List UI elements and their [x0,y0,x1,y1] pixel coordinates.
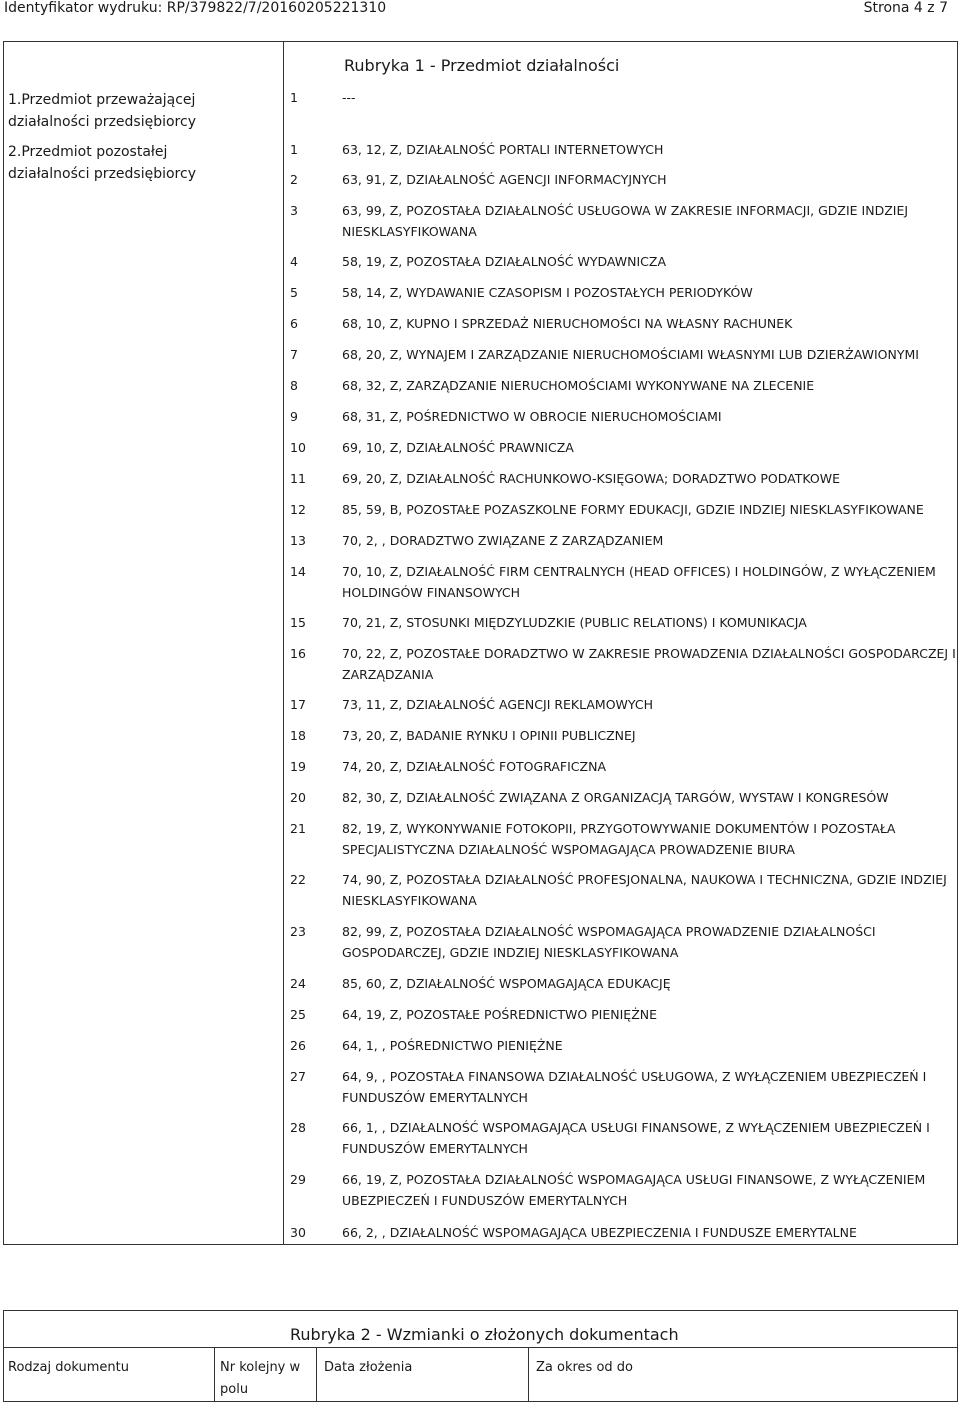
row-number: 25 [290,1007,306,1022]
row-text: 82, 99, Z, POZOSTAŁA DZIAŁALNOŚĆ WSPOMAGAJĄCA PROWADZENIE DZIAŁALNOŚCI GOSPODARCZEJ, GDZIE INDZIEJ NIESKLASYFIKOWANA [342,924,876,960]
row-text: 58, 19, Z, POZOSTAŁA DZIAŁALNOŚĆ WYDAWNICZA [342,254,666,269]
row-text: 68, 32, Z, ZARZĄDZANIE NIERUCHOMOŚCIAMI WYKONYWANE NA ZLECENIE [342,378,815,393]
row-number: 12 [290,502,306,517]
row-number: 5 [290,285,298,300]
row-number: 7 [290,347,298,362]
rubryka-1-title: Rubryka 1 - Przedmiot działalności [344,56,620,75]
column-divider [214,1347,215,1401]
row-number: 2 [290,172,298,187]
row-text: 70, 21, Z, STOSUNKI MIĘDZYLUDZKIE (PUBLIC RELATIONS) I KOMUNIKACJA [342,615,807,630]
header-submission-date: Data złożenia [324,1360,413,1375]
row-text: 66, 19, Z, POZOSTAŁA DZIAŁALNOŚĆ WSPOMAGAJĄCA USŁUGI FINANSOWE, Z WYŁĄCZENIEM UBEZPIECZEŃ I FUNDUSZÓW EMERYTALNYCH [342,1172,926,1208]
primary-activity-label: 1.Przedmiot przeważającej działalności przedsiębiorcy [8,92,196,130]
row-number: 28 [290,1120,306,1135]
print-header [0,0,960,24]
row-text: 68, 20, Z, WYNAJEM I ZARZĄDZANIE NIERUCHOMOŚCIAMI WŁASNYMI LUB DZIERŻAWIONYMI [342,347,919,362]
row-number: 14 [290,564,306,579]
header-period: Za okres od do [536,1360,633,1375]
row-text: 70, 22, Z, POZOSTAŁE DORADZTWO W ZAKRESIE PROWADZENIA DZIAŁALNOŚCI GOSPODARCZEJ I ZARZĄDZANIA [342,646,956,682]
rubryka-2-section [3,1310,958,1402]
page-counter: Strona 4 z 7 [863,0,948,16]
row-number: 9 [290,409,298,424]
row-number: 6 [290,316,298,331]
row-text: 74, 90, Z, POZOSTAŁA DZIAŁALNOŚĆ PROFESJONALNA, NAUKOWA I TECHNICZNA, GDZIE INDZIEJ NIESKLASYFIKOWANA [342,872,947,908]
header-document-type: Rodzaj dokumentu [8,1360,129,1375]
row-text: 66, 1, , DZIAŁALNOŚĆ WSPOMAGAJĄCA USŁUGI FINANSOWE, Z WYŁĄCZENIEM UBEZPIECZEŃ I FUNDUSZÓW EMERYTALNYCH [342,1120,930,1156]
header-sequence-number: Nr kolejny w polu [220,1360,301,1397]
rubryka-1-label-column [4,42,284,1244]
rubryka-2-title: Rubryka 2 - Wzmianki o złożonych dokumentach [290,1325,679,1344]
row-number: 16 [290,646,306,661]
row-number: 20 [290,790,306,805]
row-number: 8 [290,378,298,393]
row-number: 21 [290,821,306,836]
row-text: --- [342,90,356,105]
row-number: 23 [290,924,306,939]
row-text: 82, 30, Z, DZIAŁALNOŚĆ ZWIĄZANA Z ORGANIZACJĄ TARGÓW, WYSTAW I KONGRESÓW [342,790,889,805]
row-number: 22 [290,872,306,887]
row-number: 19 [290,759,306,774]
row-number: 24 [290,976,306,991]
row-number: 18 [290,728,306,743]
row-text: 74, 20, Z, DZIAŁALNOŚĆ FOTOGRAFICZNA [342,759,606,774]
row-text: 68, 31, Z, POŚREDNICTWO W OBROCIE NIERUCHOMOŚCIAMI [342,409,722,424]
row-text: 85, 60, Z, DZIAŁALNOŚĆ WSPOMAGAJĄCA EDUKACJĘ [342,976,671,991]
row-number: 4 [290,254,298,269]
row-number: 11 [290,471,306,486]
row-text: 85, 59, B, POZOSTAŁE POZASZKOLNE FORMY EDUKACJI, GDZIE INDZIEJ NIESKLASYFIKOWANE [342,502,924,517]
row-number: 13 [290,533,306,548]
row-text: 63, 91, Z, DZIAŁALNOŚĆ AGENCJI INFORMACYJNYCH [342,172,667,187]
row-number: 27 [290,1069,306,1084]
row-number: 29 [290,1172,306,1187]
row-text: 58, 14, Z, WYDAWANIE CZASOPISM I POZOSTAŁYCH PERIODYKÓW [342,285,753,300]
row-number: 17 [290,697,306,712]
row-number: 15 [290,615,306,630]
print-identifier: Identyfikator wydruku: RP/379822/7/20160205221310 [4,0,387,16]
column-divider [528,1347,529,1401]
rubryka-1-section [3,41,958,1245]
column-divider [316,1347,317,1401]
row-text: 73, 11, Z, DZIAŁALNOŚĆ AGENCJI REKLAMOWYCH [342,697,653,712]
row-number: 1 [290,90,298,105]
row-text: 69, 20, Z, DZIAŁALNOŚĆ RACHUNKOWO-KSIĘGOWA; DORADZTWO PODATKOWE [342,471,841,486]
row-text: 64, 1, , POŚREDNICTWO PIENIĘŻNE [342,1038,563,1053]
row-text: 66, 2, , DZIAŁALNOŚĆ WSPOMAGAJĄCA UBEZPIECZENIA I FUNDUSZE EMERYTALNE [342,1225,857,1240]
row-text: 63, 12, Z, DZIAŁALNOŚĆ PORTALI INTERNETOWYCH [342,142,664,157]
row-number: 3 [290,203,298,218]
divider [4,1347,957,1348]
row-number: 10 [290,440,306,455]
row-text: 82, 19, Z, WYKONYWANIE FOTOKOPII, PRZYGOTOWYWANIE DOKUMENTÓW I POZOSTAŁA SPECJALISTYCZNA DZIAŁALNOŚĆ WSPOMAGAJĄCA PROWADZENIE BIURA [342,821,896,857]
row-number: 1 [290,142,298,157]
row-text: 69, 10, Z, DZIAŁALNOŚĆ PRAWNICZA [342,440,574,455]
other-activity-label: 2.Przedmiot pozostałej działalności przedsiębiorcy [8,144,196,182]
row-number: 30 [290,1225,306,1240]
row-number: 26 [290,1038,306,1053]
row-text: 73, 20, Z, BADANIE RYNKU I OPINII PUBLICZNEJ [342,728,636,743]
row-text: 70, 10, Z, DZIAŁALNOŚĆ FIRM CENTRALNYCH (HEAD OFFICES) I HOLDINGÓW, Z WYŁĄCZENIEM HOLDINGÓW FINANSOWYCH [342,564,936,600]
row-text: 63, 99, Z, POZOSTAŁA DZIAŁALNOŚĆ USŁUGOWA W ZAKRESIE INFORMACJI, GDZIE INDZIEJ NIESKLASYFIKOWANA [342,203,909,239]
row-text: 64, 9, , POZOSTAŁA FINANSOWA DZIAŁALNOŚĆ USŁUGOWA, Z WYŁĄCZENIEM UBEZPIECZEŃ I FUNDUSZÓW EMERYTALNYCH [342,1069,927,1105]
row-text: 64, 19, Z, POZOSTAŁE POŚREDNICTWO PIENIĘŻNE [342,1007,658,1022]
row-text: 70, 2, , DORADZTWO ZWIĄZANE Z ZARZĄDZANIEM [342,533,664,548]
row-text: 68, 10, Z, KUPNO I SPRZEDAŻ NIERUCHOMOŚCI NA WŁASNY RACHUNEK [342,316,793,331]
